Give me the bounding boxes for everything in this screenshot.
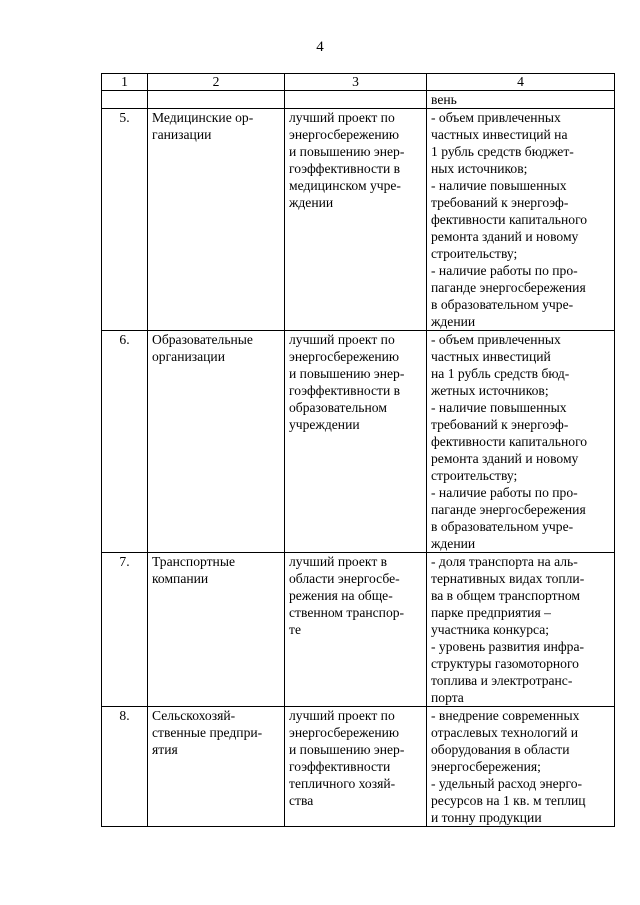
nomination-line: лучший проект по <box>289 110 395 125</box>
criteria-line: - наличие повышенных <box>431 178 567 193</box>
criteria-line: ресурсов на 1 кв. м теплиц <box>431 793 586 808</box>
organization-line: Транспортные <box>152 554 235 569</box>
continuation-cell-empty <box>285 91 427 109</box>
criteria-line: требований к энергоэф- <box>431 417 569 432</box>
organization-line: Образовательные <box>152 332 253 347</box>
criteria-line: 1 рубль средств бюджет- <box>431 144 574 159</box>
criteria-cell <box>427 707 615 827</box>
column-number-2: 2 <box>148 74 285 91</box>
nomination-line: ждении <box>289 195 334 210</box>
criteria-line: - удельный расход энерго- <box>431 776 583 791</box>
criteria-cell <box>427 331 615 553</box>
row-number: 6. <box>102 331 148 553</box>
continuation-cell-empty <box>148 91 285 109</box>
criteria-line: ждении <box>431 314 476 329</box>
criteria-line: оборудования в области <box>431 742 570 757</box>
criteria-line: требований к энергоэф- <box>431 195 569 210</box>
criteria-line: ных источников; <box>431 161 528 176</box>
row-number: 5. <box>102 109 148 331</box>
nomination-line: режения на обще- <box>289 588 393 603</box>
organization-line: ганизации <box>152 127 212 142</box>
organization-line: компании <box>152 571 209 586</box>
nomination-line: и повышению энер- <box>289 144 405 159</box>
organization-cell <box>148 707 285 827</box>
criteria-line: строительству; <box>431 246 518 261</box>
criteria-cell <box>427 109 615 331</box>
criteria-line: ждении <box>431 536 476 551</box>
organization-line: Медицинские ор- <box>152 110 254 125</box>
criteria-line: - уровень развития инфра- <box>431 639 585 654</box>
criteria-line: фективности капитального <box>431 434 588 449</box>
criteria-line: строительству; <box>431 468 518 483</box>
nomination-line: энергосбережению <box>289 127 400 142</box>
organization-cell <box>148 331 285 553</box>
criteria-line: энергосбережения; <box>431 759 541 774</box>
criteria-line: ва в общем транспортном <box>431 588 580 603</box>
criteria-line: и тонну продукции <box>431 810 542 825</box>
nomination-cell <box>285 109 427 331</box>
criteria-line: - наличие повышенных <box>431 400 567 415</box>
organization-cell <box>148 553 285 707</box>
criteria-line: структуры газомоторного <box>431 656 579 671</box>
organization-line: ятия <box>152 742 178 757</box>
criteria-line: ремонта зданий и новому <box>431 229 579 244</box>
contest-table <box>101 73 615 827</box>
nomination-line: образовательном <box>289 400 387 415</box>
nomination-cell <box>285 553 427 707</box>
criteria-line: на 1 рубль средств бюд- <box>431 366 570 381</box>
table-row <box>102 707 615 827</box>
criteria-line: участника конкурса; <box>431 622 550 637</box>
nomination-line: гоэффективности в <box>289 161 401 176</box>
criteria-cell <box>427 553 615 707</box>
criteria-line: - наличие работы по про- <box>431 485 578 500</box>
organization-cell <box>148 109 285 331</box>
nomination-cell <box>285 331 427 553</box>
column-number-1: 1 <box>102 74 148 91</box>
criteria-line: в образовательном учре- <box>431 519 574 534</box>
criteria-line: жетных источников; <box>431 383 549 398</box>
nomination-cell <box>285 707 427 827</box>
nomination-line: и повышению энер- <box>289 366 405 381</box>
column-number-3: 3 <box>285 74 427 91</box>
continuation-row <box>102 91 615 109</box>
table-row <box>102 553 615 707</box>
criteria-line: - объем привлеченных <box>431 332 561 347</box>
nomination-line: и повышению энер- <box>289 742 405 757</box>
criteria-line: паганде энергосбережения <box>431 502 586 517</box>
criteria-line: отраслевых технологий и <box>431 725 579 740</box>
organization-line: организации <box>152 349 225 364</box>
nomination-line: медицинском учре- <box>289 178 401 193</box>
criteria-line: топлива и электротранс- <box>431 673 573 688</box>
criteria-line: тернативных видах топли- <box>431 571 585 586</box>
nomination-line: тепличного хозяй- <box>289 776 396 791</box>
criteria-line: - доля транспорта на аль- <box>431 554 578 569</box>
nomination-line: те <box>289 622 301 637</box>
row-number: 7. <box>102 553 148 707</box>
criteria-line: фективности капитального <box>431 212 588 227</box>
nomination-line: ственном транспор- <box>289 605 405 620</box>
criteria-line: парке предприятия – <box>431 605 551 620</box>
criteria-line: частных инвестиций на <box>431 127 568 142</box>
nomination-line: гоэффективности <box>289 759 391 774</box>
table-header-row <box>102 74 615 91</box>
continuation-text: вень <box>427 91 615 109</box>
criteria-line: - объем привлеченных <box>431 110 561 125</box>
page-number: 4 <box>316 39 324 55</box>
organization-line: Сельскохозяй- <box>152 708 236 723</box>
nomination-line: лучший проект в <box>289 554 388 569</box>
column-number-4: 4 <box>427 74 615 91</box>
nomination-line: лучший проект по <box>289 708 395 723</box>
nomination-line: области энергосбе- <box>289 571 400 586</box>
criteria-line: частных инвестиций <box>431 349 551 364</box>
nomination-line: гоэффективности в <box>289 383 401 398</box>
criteria-line: в образовательном учре- <box>431 297 574 312</box>
nomination-line: энергосбережению <box>289 349 400 364</box>
nomination-line: учреждении <box>289 417 360 432</box>
criteria-line: паганде энергосбережения <box>431 280 586 295</box>
nomination-line: лучший проект по <box>289 332 395 347</box>
table-row <box>102 331 615 553</box>
criteria-line: - внедрение современных <box>431 708 580 723</box>
criteria-line: ремонта зданий и новому <box>431 451 579 466</box>
table-row <box>102 109 615 331</box>
criteria-line: - наличие работы по про- <box>431 263 578 278</box>
nomination-line: ства <box>289 793 314 808</box>
organization-line: ственные предпри- <box>152 725 263 740</box>
row-number: 8. <box>102 707 148 827</box>
criteria-line: порта <box>431 690 464 705</box>
continuation-cell-empty <box>102 91 148 109</box>
nomination-line: энергосбережению <box>289 725 400 740</box>
